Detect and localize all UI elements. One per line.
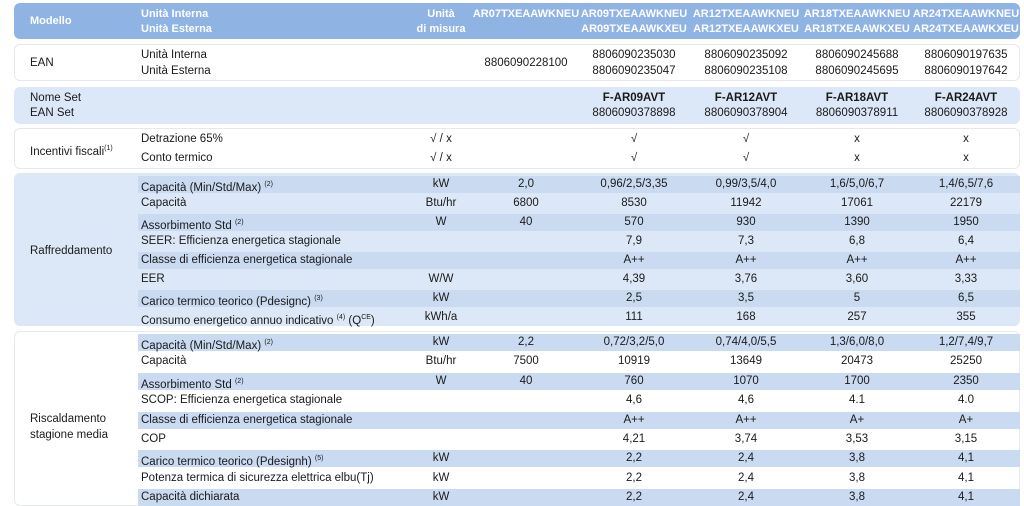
raffreddamento-row-note: (4) [336,314,346,321]
raffreddamento-row-3-value-1: 40 [519,216,533,228]
riscaldamento-row-7-value-5: 4,1 [958,452,974,465]
incentivi-note: (1) [104,145,113,152]
riscaldamento-row-note: (2) [264,339,273,346]
raffreddamento-row-1-value-3: 0,99/3,5/4,0 [715,178,777,190]
raffreddamento-row-extra-sup: CE [361,314,371,321]
incentivi-row-1-value-5: x [963,133,969,145]
header-model-4-line2: AR18TXEAAWKXEU [804,23,910,35]
riscaldamento-row-4-value-5: 4.0 [958,394,974,407]
raffreddamento-row-4-value-3: 7,3 [738,235,754,247]
riscaldamento-row-7-unit: kW [432,452,450,465]
raffreddamento-row-2-value-2: 8530 [621,197,647,209]
riscaldamento-row-2-value-3: 13649 [730,355,762,368]
riscaldamento-row-label-text: COP [141,433,166,445]
riscaldamento-row-label-text: Classe di efficienza energetica stagionale [141,413,353,426]
raffreddamento-row-label-text: Consumo energetico annuo indicativo [141,314,334,327]
header-model-2-line1: AR09TXEAAWKNEU [580,8,688,20]
raffreddamento-row-8-value-5: 355 [956,311,976,323]
riscaldamento-row-note: (2) [234,377,244,385]
riscaldamento-row-5-value-4: A+ [849,413,865,426]
raffreddamento-row-1-unit: kW [432,178,450,190]
incentivi-row-2-value-3: √ [742,152,750,164]
riscaldamento-row-4-value-4: 4.1 [849,394,865,407]
header-model-3-line2: AR12TXEAAWKXEU [693,23,799,35]
ean-value-4-interna: 8806090245688 [815,49,899,61]
riscaldamento-row-2-label [141,354,186,369]
raffreddamento-row-4-value-4: 6,8 [849,235,865,247]
set-name-4: F-AR18AVT [825,92,889,104]
raffreddamento-row-7-value-4: 5 [853,292,861,304]
raffreddamento-row-1-value-4: 1,6/5,0/6,7 [829,178,885,190]
set-ean-3: 8806090378904 [704,107,788,119]
riscaldamento-row-7-value-4: 3,8 [849,452,865,465]
incentivi-row-2-unit: √ / x [430,152,452,164]
row-stripe [138,214,1020,231]
riscaldamento-row-2-value-1: 7500 [513,355,539,368]
raffreddamento-row-6-value-2: 4,39 [622,273,646,285]
raffreddamento-row-extra: (Q [348,314,362,327]
raffreddamento-row-8-value-2: 111 [625,311,643,323]
incentivi-row-label-text: Detrazione 65% [141,133,223,145]
ean-value-5-interna: 8806090197635 [924,49,1008,61]
riscaldamento-row-1-unit: kW [432,336,450,348]
riscaldamento-row-3-value-2: 760 [624,374,644,387]
header-unita-interna: Unità Interna [141,8,209,20]
incentivi-row-label-text: Conto termico [141,152,213,164]
header-modello: Modello [30,15,72,27]
incentivi-row-1-unit: √ / x [430,133,452,145]
riscaldamento-row-3-label [141,374,244,393]
riscaldamento-row-1-label [141,335,273,354]
riscaldamento-row-2-value-4: 20473 [841,355,873,368]
riscaldamento-row-label-text: Capacità dichiarata [141,491,240,504]
ean-value-1: 8806090228100 [484,57,568,69]
riscaldamento-row-2-value-5: 25250 [950,355,982,368]
riscaldamento-row-3-value-3: 1070 [733,374,759,387]
raffreddamento-row-label-text: Carico termico teorico (Pdesignc) [141,295,312,308]
riscaldamento-row-8-value-2: 2,2 [626,471,642,484]
raffreddamento-label: Raffreddamento [30,245,113,257]
set-ean-5: 8806090378928 [924,107,1008,119]
raffreddamento-row-4-label [141,234,341,249]
riscaldamento-row-5-label [141,413,352,428]
riscaldamento-row-3-value-5: 2350 [953,374,979,387]
riscaldamento-row-2-value-2: 10919 [618,355,650,368]
riscaldamento-row-4-value-2: 4,6 [626,394,642,407]
riscaldamento-row-label-text: Capacità [141,355,187,368]
riscaldamento-row-6-value-4: 3,53 [845,433,869,445]
raffreddamento-row-5-value-3: A++ [735,254,757,266]
incentivi-row-2-value-4: x [854,152,860,164]
raffreddamento-row-5-label [141,253,352,268]
raffreddamento-row-label-text: Capacità [141,197,187,209]
incentivi-row-2-label [141,151,213,166]
raffreddamento-row-1-value-5: 1,4/6,5/7,6 [938,178,994,190]
riscaldamento-row-9-label [141,490,239,505]
riscaldamento-row-9-value-2: 2,2 [626,491,642,504]
riscaldamento-row-label-text: Assorbimento Std [141,378,232,391]
raffreddamento-row-6-label [141,272,165,287]
raffreddamento-row-2-value-4: 17061 [841,197,873,209]
header-model-1-line1: AR07TXEAAWKNEU [472,8,580,20]
header-unita-misura-2: di misura [416,23,466,35]
set-ean-label: EAN Set [30,107,75,119]
header-unita-misura-1: Unità [427,8,455,20]
riscaldamento-row-3-value-1: 40 [519,374,533,387]
raffreddamento-row-4-value-2: 7,9 [626,235,642,247]
raffreddamento-row-2-value-1: 6800 [513,197,539,209]
riscaldamento-row-5-value-3: A++ [735,413,757,426]
incentivi-label [30,141,113,160]
raffreddamento-row-2-value-3: 11942 [730,197,762,209]
header-model-5-line1: AR24TXEAAWKNEU [912,8,1020,20]
raffreddamento-row-5-value-5: A++ [955,254,977,266]
raffreddamento-row-label-text: Assorbimento Std [141,219,232,232]
riscaldamento-row-9-value-3: 2,4 [738,491,754,504]
raffreddamento-row-3-unit: W [435,216,447,228]
ean-value-3-esterna: 8806090235108 [704,65,788,77]
raffreddamento-row-7-unit: kW [432,292,450,304]
set-name-3: F-AR12AVT [714,92,778,104]
incentivi-row-2-value-2: √ [630,152,638,164]
raffreddamento-row-6-unit: W/W [428,273,454,285]
riscaldamento-row-3-unit: W [435,374,447,387]
raffreddamento-row-label-text: Classe di efficienza energetica stagionale [141,254,353,266]
raffreddamento-row-3-value-4: 1390 [844,216,870,228]
raffreddamento-row-7-value-3: 3,5 [738,292,754,304]
header-unita-esterna: Unità Esterna [141,23,212,35]
raffreddamento-row-label-text: Capacità (Min/Std/Max) [141,181,262,194]
riscaldamento-row-label-text: Carico termico teorico (Pdesignh) [141,456,312,469]
raffreddamento-row-3-value-3: 930 [736,216,756,228]
incentivi-row-1-value-4: x [854,133,860,145]
riscaldamento-row-8-value-5: 4,1 [958,471,974,484]
incentivi-label-text: Incentivi fiscali [30,145,105,158]
ean-value-2-esterna: 8806090235047 [592,65,676,77]
raffreddamento-row-3-value-5: 1950 [953,216,979,228]
riscaldamento-row-5-value-2: A++ [623,413,645,426]
riscaldamento-row-6-value-3: 3,74 [734,433,758,445]
header-model-4-line1: AR18TXEAAWKNEU [803,8,911,20]
ean-sub-esterna: Unità Esterna [141,65,211,77]
incentivi-row-1-value-2: √ [630,133,638,145]
ean-value-2-interna: 8806090235030 [592,49,676,61]
riscaldamento-row-1-value-4: 1,3/6,0/8,0 [829,336,885,348]
raffreddamento-row-7-label [141,291,323,310]
riscaldamento-row-7-value-2: 2,2 [626,452,642,465]
riscaldamento-row-6-label [141,432,166,447]
set-name-5: F-AR24AVT [934,92,998,104]
riscaldamento-row-label-text: Capacità (Min/Std/Max) [141,339,262,352]
riscaldamento-row-7-value-3: 2,4 [738,452,754,465]
riscaldamento-row-1-value-3: 0,74/4,0/5,5 [715,336,777,348]
header-model-5-line2: AR24TXEAAWKXEU [913,23,1019,35]
raffreddamento-row-2-value-5: 22179 [950,197,982,209]
raffreddamento-row-1-label [141,177,273,196]
set-name-label: Nome Set [30,92,82,104]
raffreddamento-row-7-value-2: 2,5 [626,292,642,304]
raffreddamento-row-8-unit: kWh/a [424,311,458,323]
raffreddamento-row-note: (2) [234,219,244,226]
ean-value-4-esterna: 8806090245695 [815,65,899,77]
riscaldamento-row-6-value-2: 4,21 [622,433,646,445]
ean-value-5-esterna: 8806090197642 [924,65,1008,77]
riscaldamento-row-5-value-5: A+ [958,413,974,426]
riscaldamento-row-8-value-3: 2,4 [738,471,754,484]
raffreddamento-row-note: (3) [314,295,323,302]
riscaldamento-row-6-value-5: 3,15 [954,433,978,445]
raffreddamento-row-5-value-2: A++ [623,254,645,266]
raffreddamento-row-8-value-4: 257 [847,311,867,323]
incentivi-row-1-label [141,132,223,147]
riscaldamento-row-label-text: SCOP: Efficienza energetica stagionale [141,394,343,407]
raffreddamento-row-1-value-1: 2,0 [518,178,534,190]
header-model-2-line2: AR09TXEAAWKXEU [581,23,687,35]
riscaldamento-row-8-value-4: 3,8 [849,471,865,484]
riscaldamento-row-2-unit: Btu/hr [425,355,457,368]
set-ean-4: 8806090378911 [815,107,899,119]
raffreddamento-row-label-text: EER [141,273,165,285]
riscaldamento-row-1-value-1: 2,2 [518,336,534,348]
riscaldamento-row-7-label [141,451,323,470]
raffreddamento-row-label-text: SEER: Efficienza energetica stagionale [141,235,341,247]
riscaldamento-row-8-label [141,471,374,486]
raffreddamento-row-7-value-5: 6,5 [958,292,974,304]
ean-value-3-interna: 8806090235092 [704,49,788,61]
riscaldamento-row-9-value-4: 3,8 [849,491,865,504]
raffreddamento-row-3-label [141,215,244,234]
incentivi-row-2-value-5: x [963,152,969,164]
raffreddamento-row-6-value-4: 3,60 [845,273,869,285]
row-stripe [138,489,1020,506]
raffreddamento-row-extra-close: ) [370,314,375,327]
row-stripe [138,373,1020,390]
set-name-2: F-AR09AVT [602,92,666,104]
riscaldamento-row-1-value-2: 0,72/3,2/5,0 [603,336,665,348]
ean-sub-interna: Unità Interna [141,49,207,61]
riscaldamento-row-label-text: Potenza termica di sicurezza elettrica elbu(Tj) [141,471,374,484]
raffreddamento-row-4-value-5: 6,4 [958,235,974,247]
riscaldamento-row-3-value-4: 1700 [844,374,870,387]
riscaldamento-row-9-unit: kW [432,491,450,504]
riscaldamento-row-1-value-5: 1,2/7,4/9,7 [938,336,994,348]
incentivi-row-1-value-3: √ [742,133,750,145]
raffreddamento-row-6-value-3: 3,76 [734,273,758,285]
riscaldamento-row-8-unit: kW [432,471,450,484]
raffreddamento-row-5-value-4: A++ [846,254,868,266]
raffreddamento-row-note: (2) [264,181,273,188]
raffreddamento-row-6-value-5: 3,33 [954,273,978,285]
raffreddamento-row-2-unit: Btu/hr [425,197,457,209]
set-ean-2: 8806090378898 [592,107,676,119]
ean-label: EAN [30,57,54,69]
raffreddamento-row-8-value-3: 168 [736,311,756,323]
riscaldamento-label-1: Riscaldamento [30,413,107,425]
header-model-3-line1: AR12TXEAAWKNEU [692,8,800,20]
riscaldamento-row-9-value-5: 4,1 [958,491,974,504]
raffreddamento-row-1-value-2: 0,96/2,5/3,35 [600,178,668,190]
raffreddamento-row-8-label [141,310,375,329]
raffreddamento-row-3-value-2: 570 [624,216,644,228]
riscaldamento-label-2: stagione media [30,429,108,441]
riscaldamento-row-4-label [141,393,342,408]
riscaldamento-row-4-value-3: 4,6 [738,394,754,407]
raffreddamento-row-2-label [141,196,186,211]
riscaldamento-row-note: (5) [314,455,324,463]
